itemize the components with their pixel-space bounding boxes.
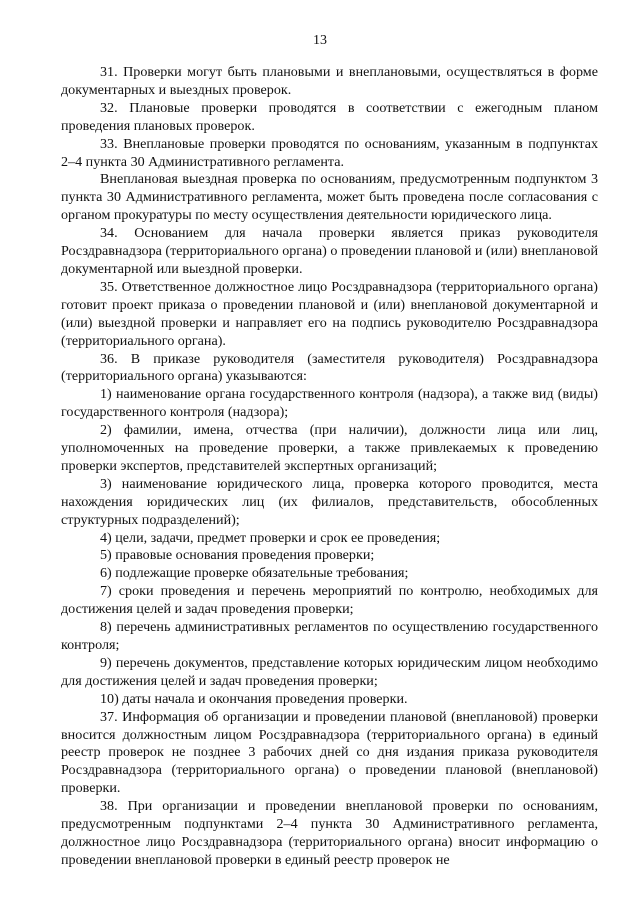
document-body	[61, 64, 598, 870]
list-item-2: 2) фамилии, имена, отчества (при наличии), должности лица или лиц, уполномоченных на проведение проверки, а также привлекаемых к проведению проверки экспертов, представителей экспертных организаций;	[61, 422, 598, 474]
list-item-10: 10) даты начала и окончания проведения проверки.	[100, 690, 408, 707]
list-item-8: 8) перечень административных регламентов по осуществлению государственного контроля;	[61, 619, 598, 653]
page-number: 13	[313, 33, 327, 48]
paragraph-34: 34. Основанием для начала проверки является приказ руководителя Росздравнадзора (территориального органа) о проведении плановой и (или) внеплановой документарной или выездной проверки.	[61, 225, 598, 277]
list-item-6: 6) подлежащие проверке обязательные требования;	[100, 565, 409, 582]
list-item-9: 9) перечень документов, представление которых юридическим лицом необходимо для достижения целей и задач проведения проверки;	[61, 654, 598, 689]
paragraph-33: 33. Внеплановые проверки проводятся по основаниям, указанным в подпунктах 2–4 пункта 30 Административного регламента.	[61, 135, 598, 170]
list-item-1: 1) наименование органа государственного контроля (надзора), а также вид (виды) государственного контроля (надзора);	[61, 386, 598, 421]
paragraph-36: 36. В приказе руководителя (заместителя руководителя) Росздравнадзора (территориального органа) указываются:	[61, 350, 598, 385]
paragraph-38: 38. При организации и проведении внеплановой проверки по основаниям, предусмотренным подпунктами 2–4 пункта 30 Административного регламента, должностное лицо Росздравнадзора (территориального органа) вносит информацию о проведении внеплановой проверки в единый реестр проверок не	[61, 798, 598, 868]
paragraph-37: 37. Информация об организации и проведении плановой (внеплановой) проверки вносится должностным лицом Росздравнадзора (территориального органа) в единый реестр проверок не позднее 3 рабочих дней со дня издания приказа руководителя Росздравнадзора (территориального органа) о проведении плановой (внеплановой) проверки.	[61, 708, 598, 797]
list-item-3: 3) наименование юридического лица, проверка которого проводится, места нахождения юридических лиц (их филиалов, представительств, обособленных структурных подразделений);	[61, 475, 598, 528]
paragraph-35: 35. Ответственное должностное лицо Росздравнадзора (территориального органа) готовит проект приказа о проведении плановой и (или) внеплановой документарной и (или) выездной проверки и направляет его на подпись руководителю Росздравнадзора (территориального органа).	[61, 278, 598, 349]
list-item-5: 5) правовые основания проведения проверки;	[100, 547, 375, 564]
paragraph-31: 31. Проверки могут быть плановыми и внеплановыми, осуществляться в форме документарных и выездных проверок.	[61, 64, 598, 98]
paragraph-33-unscheduled-onsite: Внеплановая выездная проверка по основаниям, предусмотренным подпунктом 3 пункта 30 Административного регламента, может быть проведена после согласования с органом прокуратуры по месту осуществления деятельности юридического лица.	[61, 171, 598, 224]
list-item-4: 4) цели, задачи, предмет проверки и срок ее проведения;	[100, 529, 441, 546]
paragraph-32: 32. Плановые проверки проводятся в соответствии с ежегодным планом проведения плановых проверок.	[61, 99, 598, 134]
list-item-7: 7) сроки проведения и перечень мероприятий по контролю, необходимых для достижения целей и задач проведения проверки;	[61, 583, 598, 618]
